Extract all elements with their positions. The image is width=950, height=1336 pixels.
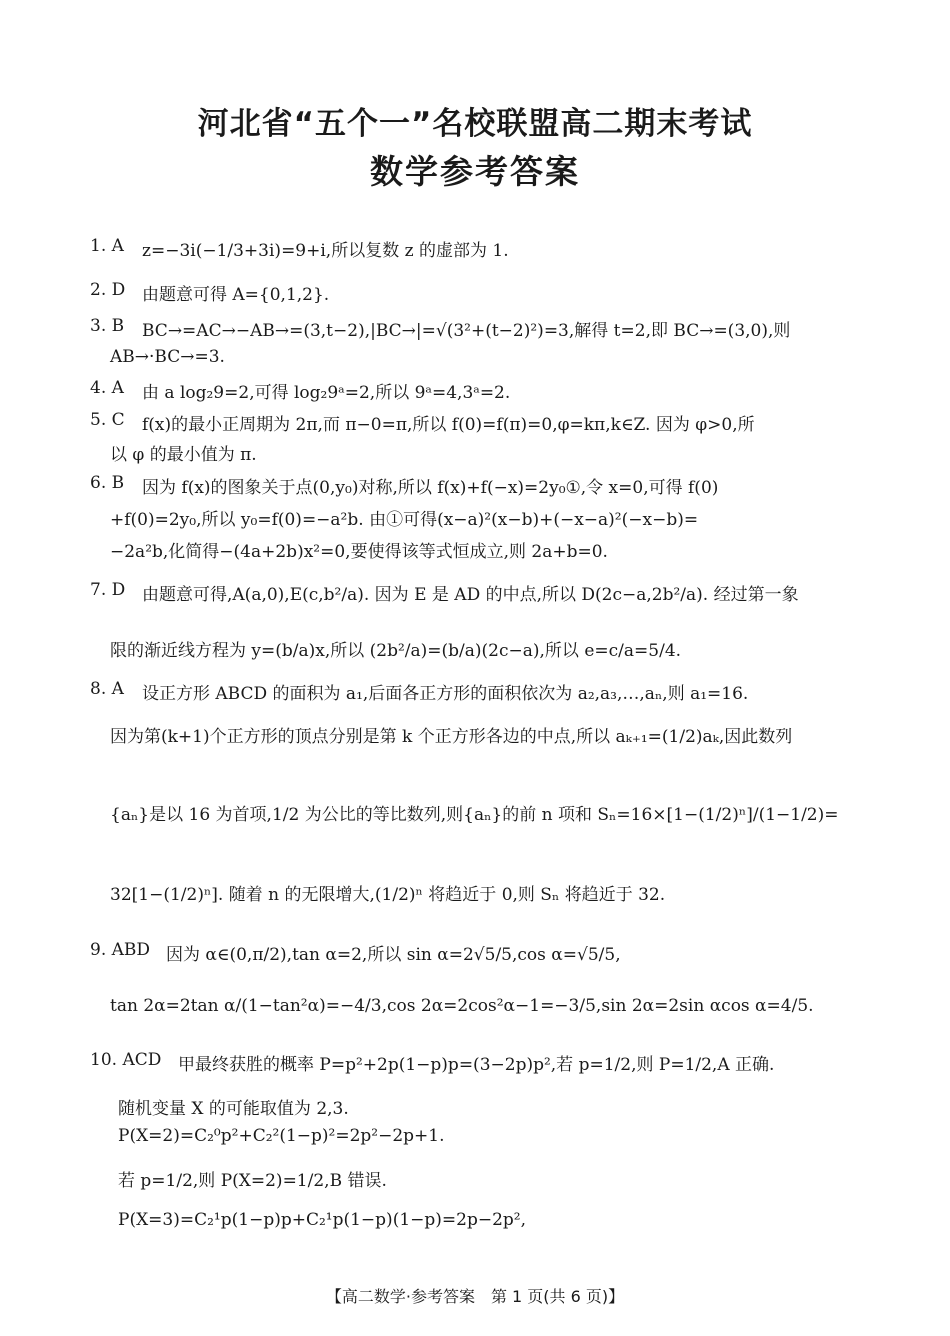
answer-text: +f(0)=2y₀,所以 y₀=f(0)=−a²b. 由①可得(x−a)²(x−b)+(−x−a)²(−x−b)=	[110, 510, 699, 530]
answer-text: P(X=2)=C₂⁰p²+C₂²(1−p)²=2p²−2p+1.	[118, 1126, 445, 1146]
answer-text: tan 2α=2tan α/(1−tan²α)=−4/3,cos 2α=2cos²α−1=−3/5,sin 2α=2sin αcos α=4/5.	[110, 996, 814, 1016]
answer-text: 若 p=1/2,则 P(X=2)=1/2,B 错误.	[118, 1171, 387, 1191]
answer-text: z=−3i(−1/3+3i)=9+i,所以复数 z 的虚部为 1.	[142, 241, 509, 261]
answer-text: f(x)的最小正周期为 2π,而 π−0=π,所以 f(0)=f(π)=0,φ=kπ,k∈Z. 因为 φ>0,所	[142, 415, 755, 435]
page-footer: 【高二数学·参考答案 第 1 页(共 6 页)】	[325, 1287, 625, 1306]
answer-text: 设正方形 ABCD 的面积为 a₁,后面各正方形的面积依次为 a₂,a₃,…,aₙ,则 a₁=16.	[142, 684, 749, 704]
answer-number: 7. D	[90, 580, 126, 600]
answer-text: 因为第(k+1)个正方形的顶点分别是第 k 个正方形各边的中点,所以 aₖ₊₁=(1/2)aₖ,因此数列	[110, 727, 793, 747]
answer-text: 因为 α∈(0,π/2),tan α=2,所以 sin α=2√5/5,cos α=√5/5,	[166, 945, 621, 965]
answer-number: 2. D	[90, 280, 126, 300]
answer-number: 4. A	[90, 378, 124, 398]
answer-text: BC→=AC→−AB→=(3,t−2),|BC→|=√(3²+(t−2)²)=3,解得 t=2,即 BC→=(3,0),则	[142, 321, 791, 341]
answer-number: 5. C	[90, 410, 125, 430]
answer-text: 由题意可得,A(a,0),E(c,b²/a). 因为 E 是 AD 的中点,所以 D(2c−a,2b²/a). 经过第一象	[142, 585, 799, 605]
answer-text: 甲最终获胜的概率 P=p²+2p(1−p)p=(3−2p)p²,若 p=1/2,则 P=1/2,A 正确.	[178, 1055, 775, 1075]
answer-number: 8. A	[90, 679, 124, 699]
answer-text: 32[1−(1/2)ⁿ]. 随着 n 的无限增大,(1/2)ⁿ 将趋近于 0,则 Sₙ 将趋近于 32.	[110, 885, 666, 905]
answer-text: −2a²b,化简得−(4a+2b)x²=0,要使得该等式恒成立,则 2a+b=0.	[110, 542, 608, 562]
answer-text: 由 a log₂9=2,可得 log₂9ᵃ=2,所以 9ᵃ=4,3ᵃ=2.	[142, 383, 511, 403]
answer-text: AB→·BC→=3.	[110, 347, 225, 367]
answer-number: 3. B	[90, 316, 125, 336]
answer-number: 6. B	[90, 473, 125, 493]
answer-text: P(X=3)=C₂¹p(1−p)p+C₂¹p(1−p)(1−p)=2p−2p²,	[118, 1210, 526, 1230]
answer-number: 10. ACD	[90, 1050, 162, 1070]
answer-text: 因为 f(x)的图象关于点(0,y₀)对称,所以 f(x)+f(−x)=2y₀①,令 x=0,可得 f(0)	[142, 478, 719, 498]
answer-text: 限的渐近线方程为 y=(b/a)x,所以 (2b²/a)=(b/a)(2c−a),所以 e=c/a=5/4.	[110, 641, 682, 661]
answer-text: 以 φ 的最小值为 π.	[110, 445, 257, 465]
answer-text: 由题意可得 A={0,1,2}.	[142, 285, 330, 305]
page-subtitle: 数学参考答案	[370, 152, 580, 191]
answer-text: 随机变量 X 的可能取值为 2,3.	[118, 1099, 349, 1119]
page-title: 河北省“五个一”名校联盟高二期末考试	[197, 106, 753, 142]
answer-text: {aₙ}是以 16 为首项,1/2 为公比的等比数列,则{aₙ}的前 n 项和 Sₙ=16×[1−(1/2)ⁿ]/(1−1/2)=	[110, 805, 839, 825]
answer-number: 9. ABD	[90, 940, 151, 960]
answer-number: 1. A	[90, 236, 124, 256]
